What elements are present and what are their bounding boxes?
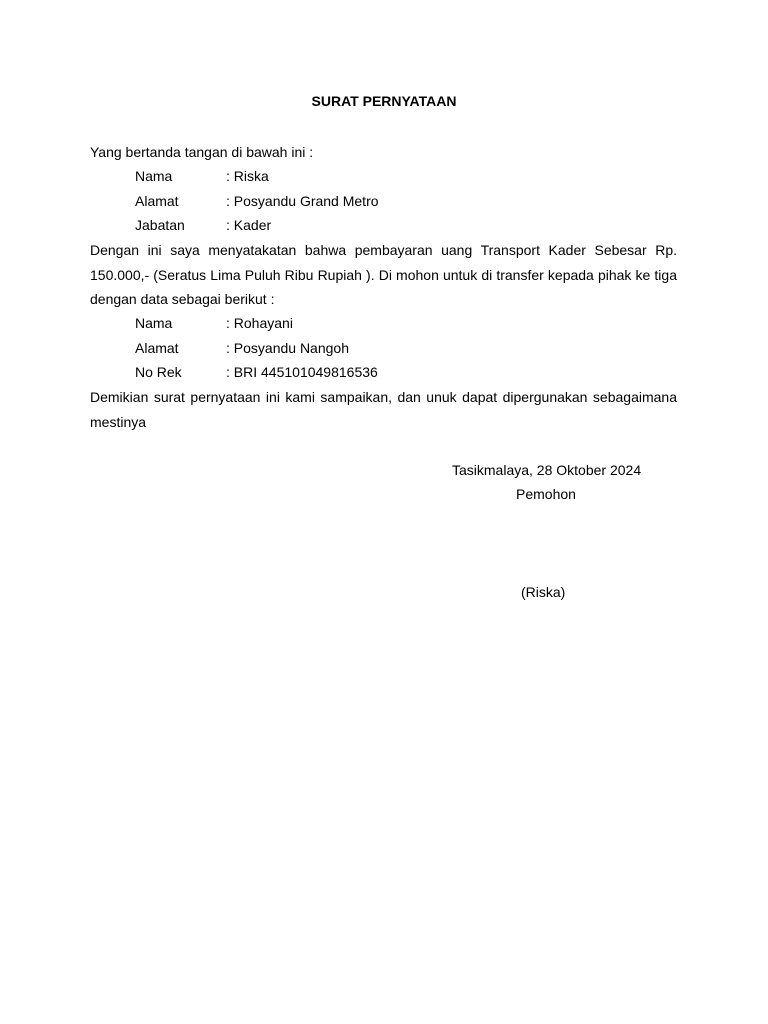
statement-text: Dengan ini saya menyatakatan bahwa pembayaran uang Transport Kader Sebesar Rp. 150.000,- (Seratus Lima Puluh Ribu Rupiah ). Di mohon untuk di transfer kepada pihak ke tiga dengan data sebagai berikut : xyxy=(90,242,677,308)
field-label: Alamat xyxy=(135,192,179,209)
place-date: Tasikmalaya, 28 Oktober 2024 xyxy=(452,462,642,478)
signer-address-row xyxy=(90,189,677,214)
signer-role: Pemohon xyxy=(516,486,576,502)
field-value: : BRI 445101049816536 xyxy=(226,364,378,381)
signer-details xyxy=(90,164,677,238)
letter-title: SURAT PERNYATAAN xyxy=(311,93,457,109)
signer-name: (Riska) xyxy=(521,584,566,600)
statement-paragraph xyxy=(90,238,677,312)
closing-paragraph xyxy=(90,385,677,434)
recipient-account-row xyxy=(90,360,677,385)
field-value: : Posyandu Grand Metro xyxy=(226,192,379,209)
recipient-name-row xyxy=(90,311,677,336)
recipient-details xyxy=(90,311,677,385)
field-value: : Posyandu Nangoh xyxy=(226,339,349,356)
closing-text: Demikian surat pernyataan ini kami sampaikan, dan unuk dapat dipergunakan sebagaimana mestinya xyxy=(90,389,677,430)
field-label: Alamat xyxy=(135,339,179,356)
field-value: : Rohayani xyxy=(226,315,293,331)
field-label: Nama xyxy=(135,168,173,184)
field-label: Nama xyxy=(135,315,173,331)
recipient-address-row xyxy=(90,336,677,361)
field-label: Jabatan xyxy=(135,217,185,234)
signer-position-row xyxy=(90,213,677,238)
field-value: : Kader xyxy=(226,217,272,234)
intro-text: Yang bertanda tangan di bawah ini : xyxy=(90,144,314,160)
field-label: No Rek xyxy=(135,364,182,381)
field-value: : Riska xyxy=(226,168,269,184)
signer-name-row xyxy=(90,164,677,189)
